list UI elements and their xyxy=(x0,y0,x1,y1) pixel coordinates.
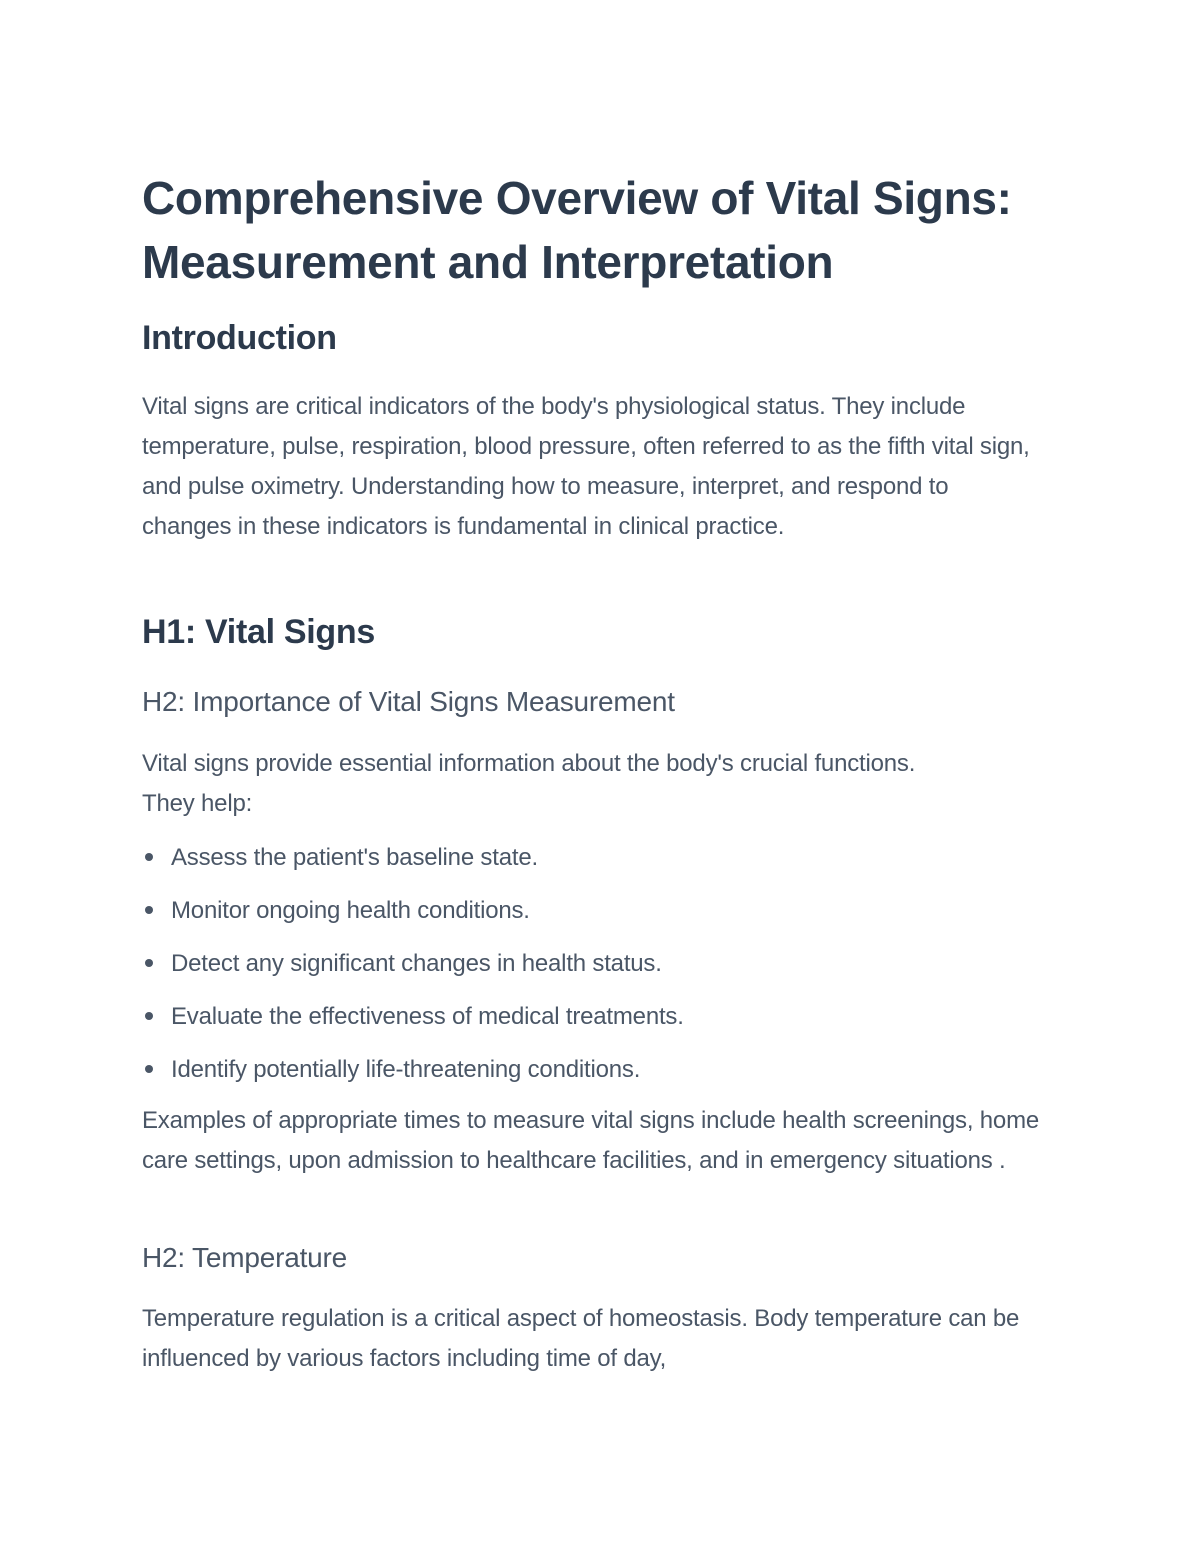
importance-heading: H2: Importance of Vital Signs Measurement xyxy=(142,686,675,717)
temperature-paragraph: Temperature regulation is a critical aspect of homeostasis. Body temperature can be influenced by various factors including time of day, xyxy=(142,1305,1020,1372)
examples-paragraph: Examples of appropriate times to measure vital signs include health screenings, home care settings, upon admission to healthcare facilities, and in emergency situations . xyxy=(142,1107,1040,1174)
bullet-icon xyxy=(145,959,153,967)
importance-bullet-list xyxy=(142,838,684,1103)
bullet-icon xyxy=(145,1012,153,1020)
temperature-heading: H2: Temperature xyxy=(142,1242,348,1273)
list-item xyxy=(142,891,684,944)
document-title: Comprehensive Overview of Vital Signs: Measurement and Interpretation xyxy=(142,172,1012,288)
list-item xyxy=(142,838,684,891)
list-item xyxy=(142,1050,684,1103)
bullet-icon xyxy=(145,853,153,861)
list-item xyxy=(142,944,684,997)
bullet-icon xyxy=(145,906,153,914)
introduction-heading: Introduction xyxy=(142,319,337,357)
list-item-text: Evaluate the effectiveness of medical treatments. xyxy=(171,1003,684,1030)
importance-paragraph: Vital signs provide essential information about the body's crucial functions. They help: xyxy=(142,750,916,817)
bullet-icon xyxy=(145,1065,153,1073)
list-item-text: Detect any significant changes in health status. xyxy=(171,950,662,977)
list-item-text: Identify potentially life-threatening conditions. xyxy=(171,1056,641,1083)
introduction-paragraph: Vital signs are critical indicators of the body's physiological status. They include temperature, pulse, respiration, blood pressure, often referred to as the fifth vital sign, and pulse oximetry. Understanding how to measure, interpret, and respond to changes in these indicators is fundamental in clinical practice. xyxy=(142,393,1030,540)
list-item-text: Monitor ongoing health conditions. xyxy=(171,897,530,924)
vital-signs-heading: H1: Vital Signs xyxy=(142,613,375,651)
list-item xyxy=(142,997,684,1050)
list-item-text: Assess the patient's baseline state. xyxy=(171,844,538,871)
